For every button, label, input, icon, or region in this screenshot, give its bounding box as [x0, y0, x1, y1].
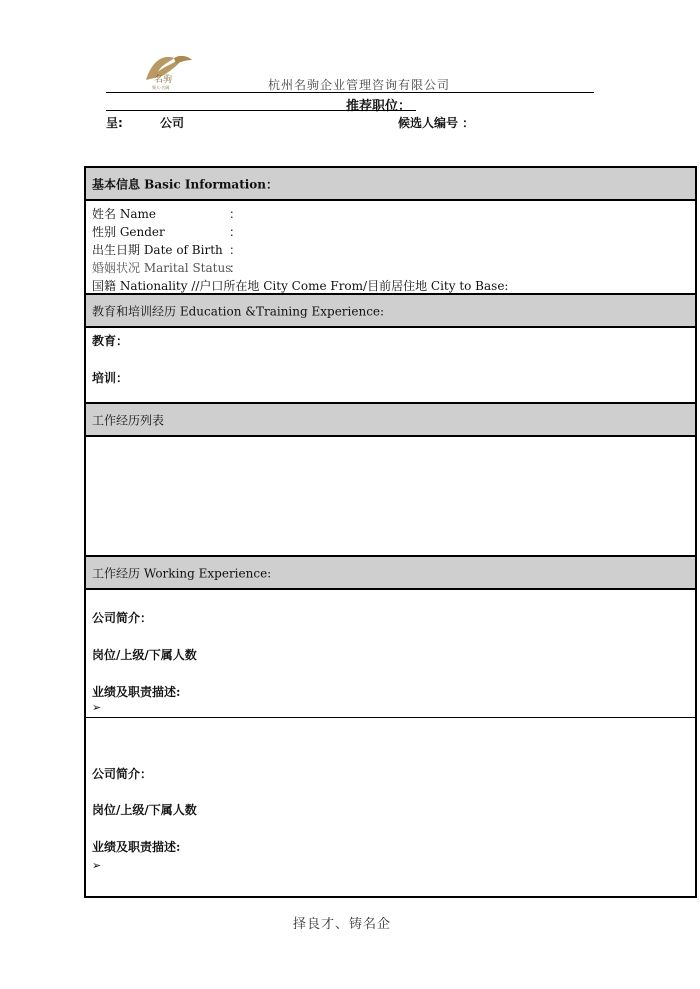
company-logo — [140, 50, 196, 90]
company-intro-label: 公司简介： — [92, 611, 153, 625]
training-label: 培训： — [92, 371, 129, 385]
work-list-header — [86, 404, 695, 437]
resume-form — [84, 166, 697, 898]
education-section — [86, 328, 695, 404]
work-entry-1 — [86, 590, 695, 718]
basic-info-title: 基本信息 Basic Information： — [92, 177, 279, 191]
recommended-position-label: 推荐职位： — [346, 99, 412, 114]
bullet-icon: ➢ — [92, 859, 102, 872]
education-title: 教育和培训经历 Education &Training Experience: — [92, 304, 385, 318]
basic-info-header — [86, 168, 695, 201]
basic-info-section — [86, 201, 695, 295]
work-experience-title: 工作经历 Working Experience: — [92, 566, 272, 580]
to-label: 呈: — [106, 116, 123, 130]
work-list-title: 工作经历列表 — [92, 413, 165, 427]
company-name: 杭州名驹企业管理咨询有限公司 — [268, 78, 451, 92]
bullet-icon: ➢ — [92, 701, 102, 714]
name-colon: ： — [229, 207, 242, 221]
marital-status-colon: ： — [229, 261, 242, 275]
gender-label: 性别 Gender — [92, 225, 165, 239]
position-subordinates-label: 岗位/上级/下属人数 — [92, 648, 197, 662]
achievements-label: 业绩及职责描述: — [92, 840, 181, 854]
name-label: 姓名 Name — [92, 207, 156, 221]
gender-colon: ： — [229, 225, 242, 239]
position-subordinates-label: 岗位/上级/下属人数 — [92, 803, 197, 817]
education-header — [86, 295, 695, 328]
achievements-label: 业绩及职责描述: — [92, 685, 181, 699]
logo-text: 名驹 — [154, 75, 173, 85]
work-experience-header — [86, 557, 695, 590]
header-divider — [106, 92, 594, 93]
education-label: 教育： — [92, 334, 129, 348]
candidate-number-label: 候选人编号 ： — [398, 116, 475, 130]
work-entry-2 — [86, 718, 695, 898]
marital-status-label: 婚姻状况 Marital Status — [92, 261, 232, 275]
work-list-section — [86, 437, 695, 557]
logo-subtext: 聚人·名阔 — [152, 85, 170, 90]
footer-slogan: 择良才、铸名企 — [292, 917, 391, 932]
nationality-label: 国籍 Nationality //户口所在地 City Come From/目前居住地 City to Base: — [92, 279, 509, 293]
position-underline — [106, 110, 416, 111]
recipient-company-field: 公司 — [160, 116, 185, 130]
dob-colon: ： — [229, 243, 242, 257]
dob-label: 出生日期 Date of Birth — [92, 243, 223, 257]
company-intro-label: 公司简介： — [92, 767, 153, 781]
